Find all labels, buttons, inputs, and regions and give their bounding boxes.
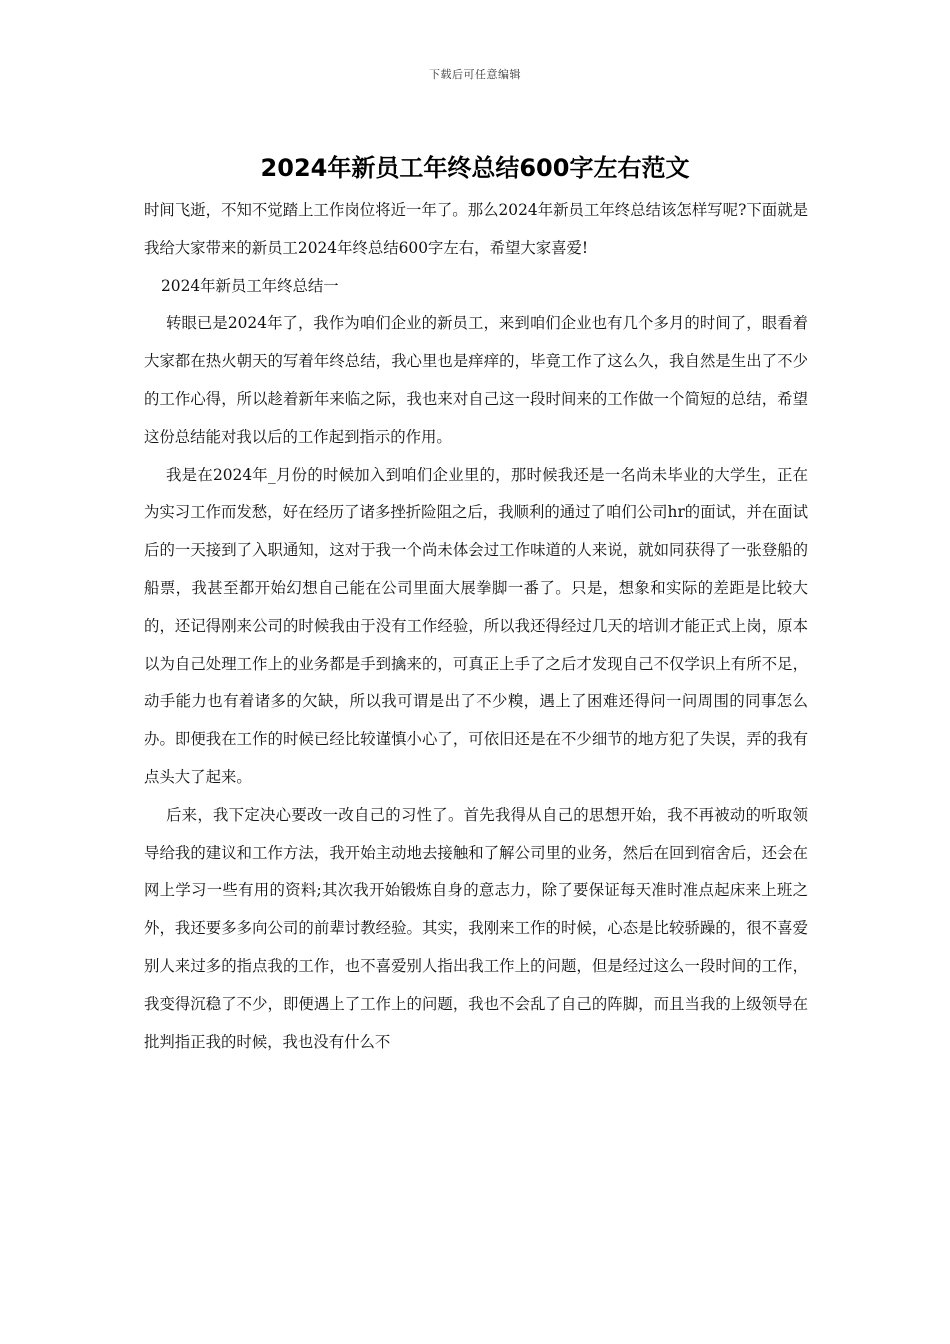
section-heading: 2024年新员工年终总结一	[161, 276, 339, 295]
body-paragraph: 我是在2024年_月份的时候加入到咱们企业里的，那时候我还是一名尚未毕业的大学生，正在为实习工作而发愁，好在经历了诸多挫折险阻之后，我顺利的通过了咱们公司hr的面试，并在面试后的一天接到了入职通知，这对于我一个尚未体会过工作味道的人来说，就如同获得了一张登船的船票，我甚至都开始幻想自己能在公司里面大展拳脚一番了。只是，想象和实际的差距是比较大的，还记得刚来公司的时候我由于没有工作经验，所以我还得经过几天的培训才能正式上岗，原本以为自己处理工作上的业务都是手到擒来的，可真正上手了之后才发现自己不仅学识上有所不足，动手能力也有着诸多的欠缺，所以我可谓是出了不少糗，遇上了困难还得问一问周围的同事怎么办。即便我在工作的时候已经比较谨慎小心了，可依旧还是在不少细节的地方犯了失误，弄的我有点头大了起来。	[144, 465, 808, 786]
document-title: 2024年新员工年终总结600字左右范文	[260, 154, 690, 182]
intro-paragraph: 时间飞逝，不知不觉踏上工作岗位将近一年了。那么2024年新员工年终总结该怎样写呢?下面就是我给大家带来的新员工2024年终总结600字左右，希望大家喜爱!	[144, 201, 808, 257]
body-paragraph: 后来，我下定决心要改一改自己的习性了。首先我得从自己的思想开始，我不再被动的听取领导给我的建议和工作方法，我开始主动地去接触和了解公司里的业务，然后在回到宿舍后，还会在网上学习一些有用的资料;其次我开始锻炼自身的意志力，除了要保证每天准时准点起床来上班之外，我还要多多向公司的前辈讨教经验。其实，我刚来工作的时候，心态是比较骄躁的，很不喜爱别人来过多的指点我的工作，也不喜爱别人指出我工作上的问题，但是经过这么一段时间的工作，我变得沉稳了不少，即便遇上了工作上的问题，我也不会乱了自己的阵脚，而且当我的上级领导在批判指正我的时候，我也没有什么不	[144, 805, 808, 1051]
page-header: 下载后可任意编辑	[429, 68, 521, 81]
document-body	[144, 192, 808, 1061]
body-paragraph: 转眼已是2024年了，我作为咱们企业的新员工，来到咱们企业也有几个多月的时间了，眼看着大家都在热火朝天的写着年终总结，我心里也是痒痒的，毕竟工作了这么久，我自然是生出了不少的工作心得，所以趁着新年来临之际，我也来对自己这一段时间来的工作做一个简短的总结，希望这份总结能对我以后的工作起到指示的作用。	[144, 314, 808, 446]
